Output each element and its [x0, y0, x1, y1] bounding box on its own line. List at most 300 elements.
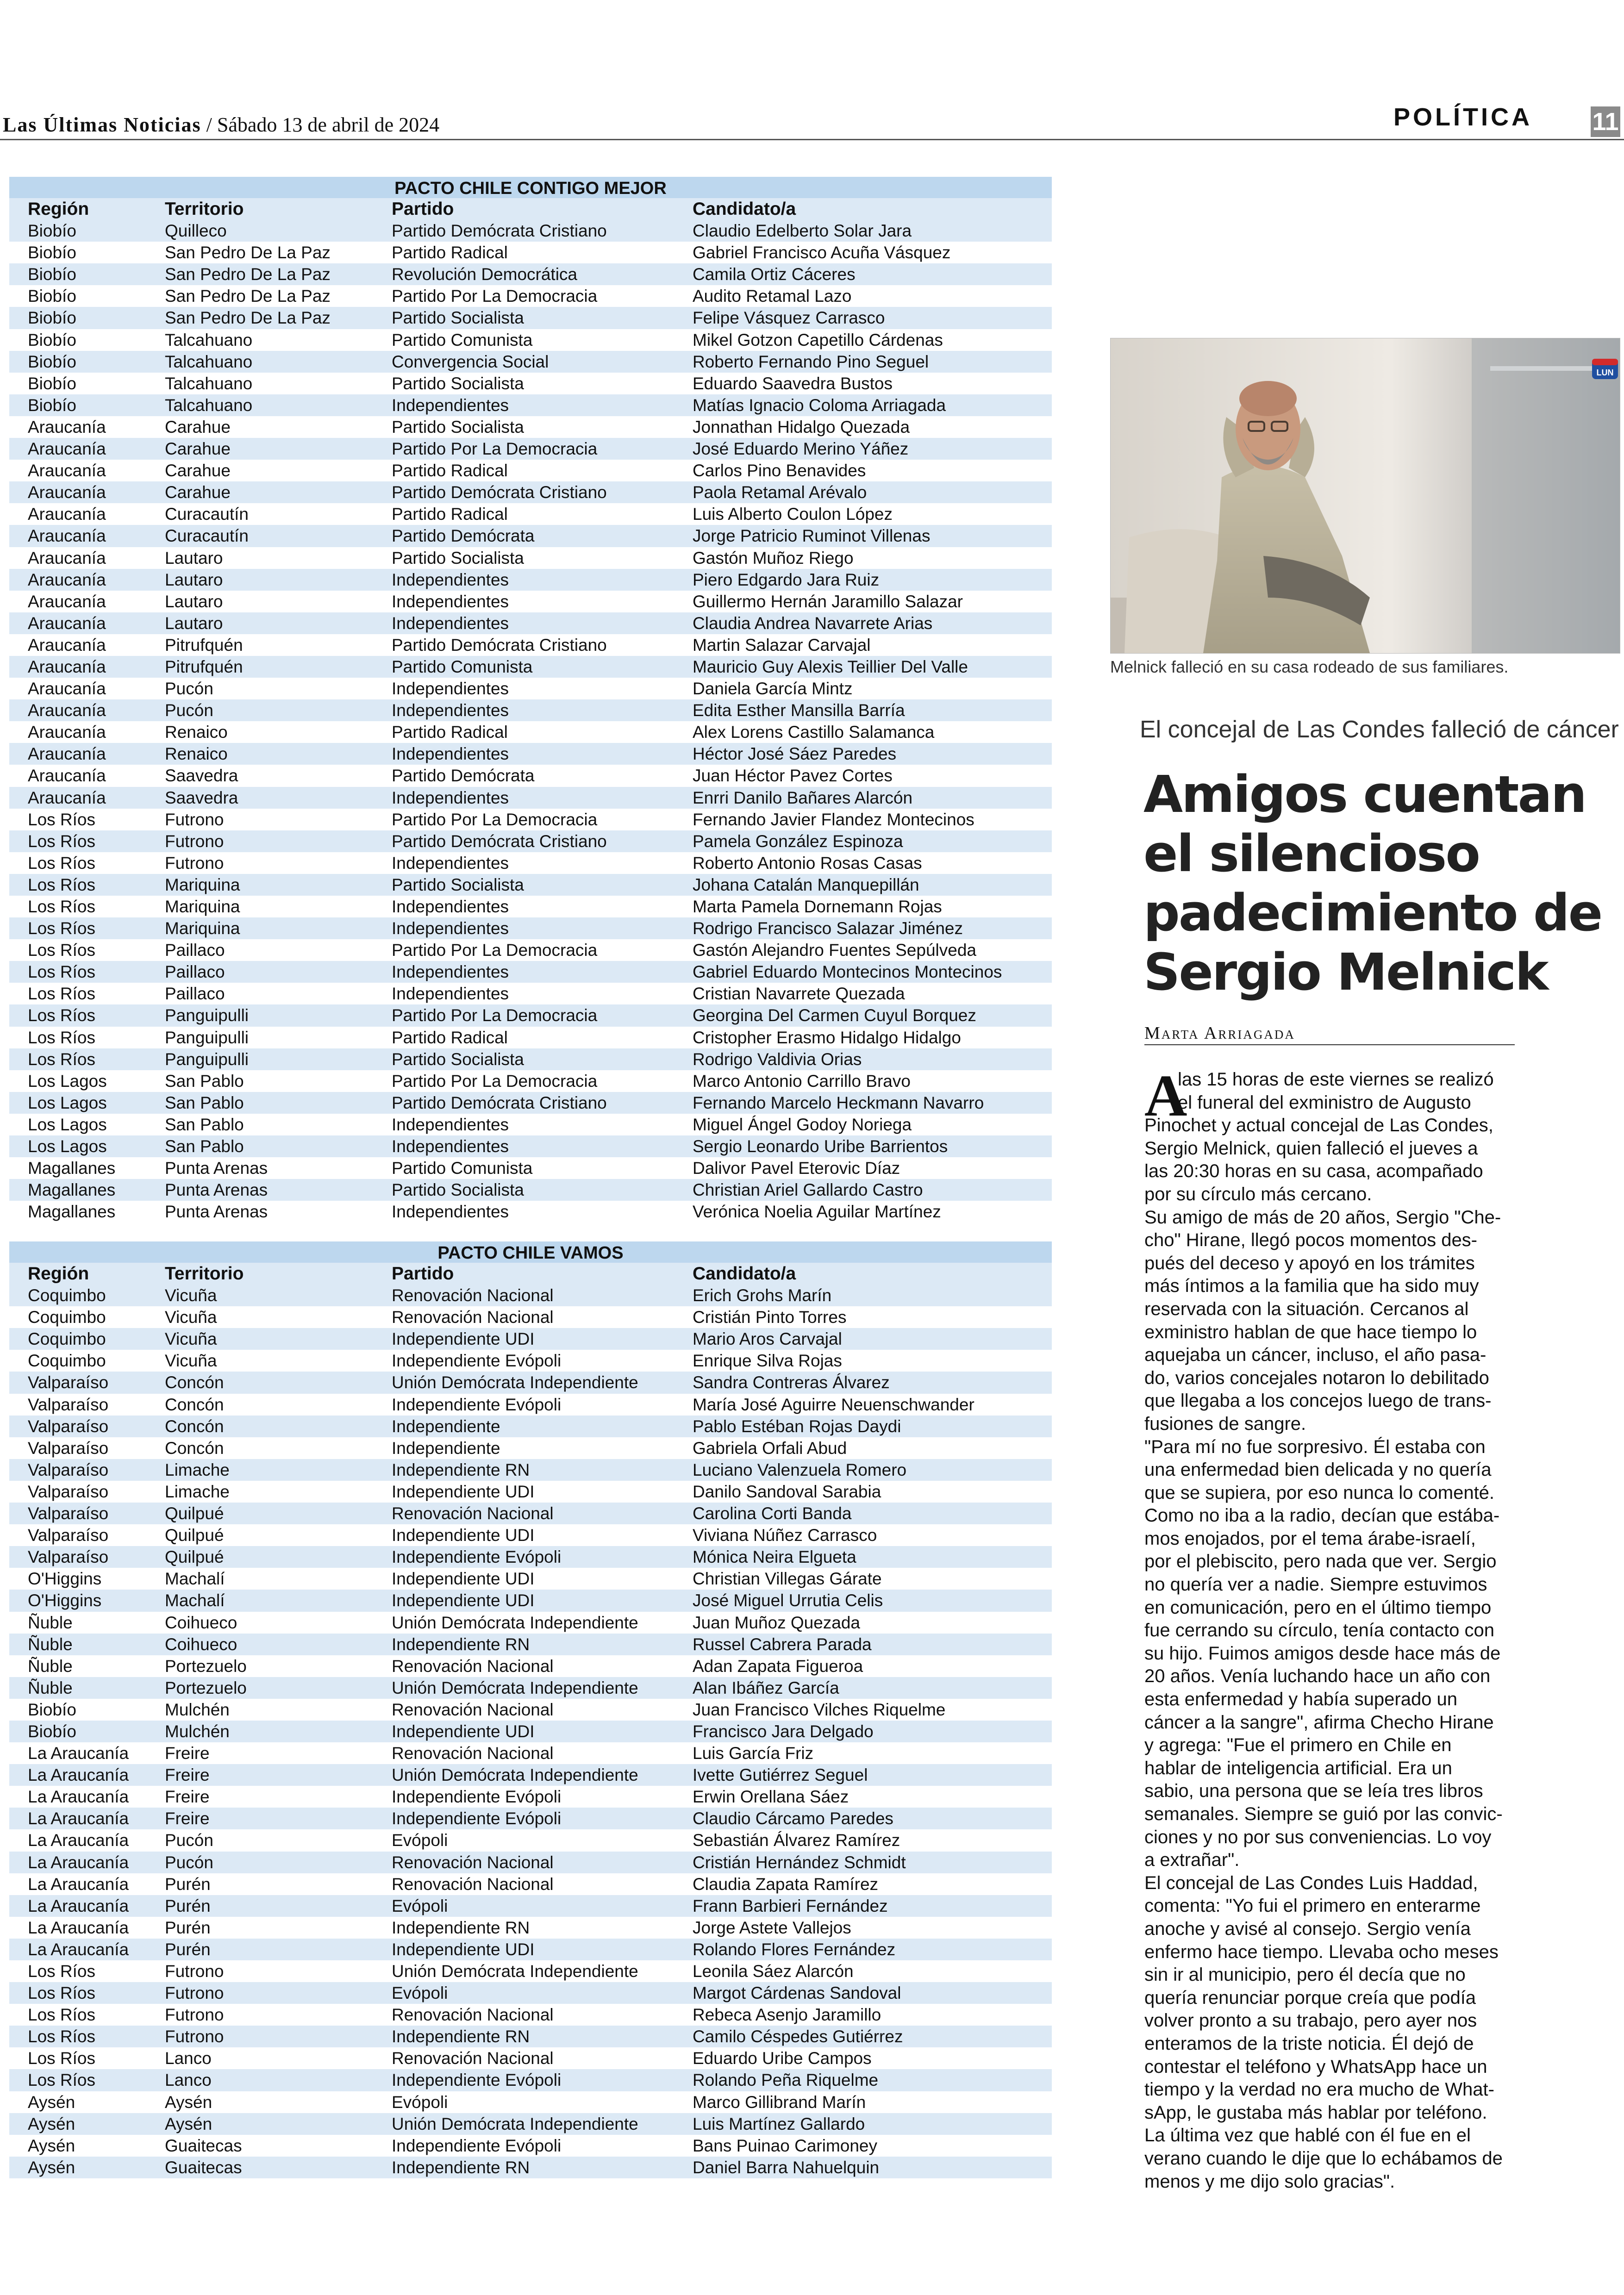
table-cell: Georgina Del Carmen Cuyul Borquez — [693, 1006, 976, 1025]
table-row — [9, 2157, 1052, 2178]
column-header: Candidato/a — [693, 1264, 796, 1284]
table-cell: Leonila Sáez Alarcón — [693, 1962, 854, 1981]
table-cell: Vicuña — [165, 1351, 217, 1371]
article-headline — [1143, 765, 1620, 1002]
table-cell: Aysén — [28, 2136, 75, 2155]
table-cell: Los Ríos — [28, 962, 96, 982]
table-cell: Erich Grohs Marín — [693, 1286, 832, 1305]
table-cell: Independientes — [392, 1137, 509, 1156]
table-row — [9, 983, 1052, 1004]
table-cell: Futrono — [165, 1962, 224, 1981]
table-cell: Partido Demócrata Cristiano — [392, 1093, 607, 1112]
table-row — [9, 1201, 1052, 1222]
table-cell: Camilo Céspedes Gutiérrez — [693, 2027, 903, 2046]
text-line: hablar de inteligencia artificial. Era un — [1144, 1758, 1452, 1778]
table-row — [9, 569, 1052, 591]
section-title: POLÍTICA — [1393, 103, 1532, 131]
table-cell: Quilpué — [165, 1504, 224, 1523]
table-row — [9, 1742, 1052, 1764]
table-row — [9, 1328, 1052, 1350]
table-cell: Partido Demócrata Cristiano — [392, 483, 607, 502]
table-cell: Freire — [165, 1787, 210, 1807]
table-pacto-chile-vamos — [9, 1241, 1052, 2178]
table-cell: Claudia Zapata Ramírez — [693, 1874, 879, 1894]
table-cell: Independiente UDI — [392, 1329, 535, 1349]
table-cell: Renovación Nacional — [392, 1286, 554, 1305]
table-cell: Ñuble — [28, 1678, 73, 1697]
table-cell: Araucanía — [28, 570, 106, 589]
table-cell: Biobío — [28, 287, 76, 306]
table-cell: Ivette Gutiérrez Seguel — [693, 1765, 868, 1785]
table-cell: Partido Radical — [392, 723, 508, 742]
table-row — [9, 1004, 1052, 1026]
table-cell: Curacautín — [165, 526, 249, 546]
table-cell: Independiente RN — [392, 1918, 530, 1937]
table-row — [9, 939, 1052, 961]
table-cell: Renaico — [165, 723, 228, 742]
text-line: y agrega: "Fue el primero en Chile en — [1144, 1735, 1452, 1756]
text-line: anoche y avisé al consejo. Sergio venía — [1144, 1918, 1471, 1939]
table-cell: Juan Francisco Vilches Riquelme — [693, 1700, 946, 1719]
table-cell: La Araucanía — [28, 1896, 129, 1915]
text-line: exministro hablan de que hace tiempo lo — [1144, 1322, 1477, 1342]
text-line: más íntimos a la familia que ha sido muy — [1144, 1276, 1479, 1297]
table-cell: Bans Puinao Carimoney — [693, 2136, 877, 2155]
table-cell: Pitrufquén — [165, 635, 243, 655]
table-cell: Aysén — [165, 2114, 212, 2133]
table-cell: Héctor José Sáez Paredes — [693, 744, 897, 764]
table-cell: Aysén — [28, 2092, 75, 2112]
table-cell: Purén — [165, 1940, 211, 1959]
table-cell: Mauricio Guy Alexis Teillier Del Valle — [693, 657, 968, 676]
text-line: quería renunciar porque creía que podía — [1144, 1987, 1476, 2008]
table-pacto-chile-contigo-mejor — [9, 177, 1052, 1222]
table-row — [9, 1027, 1052, 1048]
text-line: en comunicación, pero en el último tiempo — [1144, 1597, 1492, 1618]
table-cell: Mónica Neira Elgueta — [693, 1547, 856, 1567]
table-cell: Ñuble — [28, 1656, 73, 1676]
header-separator: / — [206, 113, 212, 136]
table-cell: Lautaro — [165, 592, 223, 611]
table-cell: Vicuña — [165, 1286, 217, 1305]
table-cell: Unión Demócrata Independiente — [392, 1962, 638, 1981]
table-cell: Partido Comunista — [392, 657, 533, 676]
table-cell: Partido Demócrata Cristiano — [392, 635, 607, 655]
table-cell: Coihueco — [165, 1634, 237, 1654]
table-cell: Pucón — [165, 701, 213, 720]
table-cell: Futrono — [165, 1983, 224, 2003]
table-cell: Los Ríos — [28, 875, 96, 894]
text-line: "Para mí no fue sorpresivo. Él estaba con — [1144, 1436, 1486, 1457]
photo-badge: LUN — [1596, 368, 1614, 377]
table-cell: Ñuble — [28, 1634, 73, 1654]
table-cell: Gabriela Orfali Abud — [693, 1438, 847, 1458]
table-row — [9, 351, 1052, 373]
table-cell: Independiente Evópoli — [392, 2136, 562, 2155]
table-cell: Partido Por La Democracia — [392, 287, 598, 306]
text-line: contestar el teléfono y WhatsApp hace un — [1144, 2056, 1487, 2077]
headline-line: Amigos cuentan — [1143, 765, 1586, 824]
table-row — [9, 743, 1052, 765]
table-cell: Claudia Andrea Navarrete Arias — [693, 613, 933, 633]
photo-illustration — [1111, 338, 1620, 653]
table-cell: Independiente Evópoli — [392, 1351, 562, 1371]
column-header: Partido — [392, 1264, 454, 1284]
table-cell: Unión Demócrata Independiente — [392, 1373, 638, 1392]
table-row — [9, 721, 1052, 743]
text-line: a extrañar". — [1144, 1850, 1240, 1871]
table-cell: Independiente — [392, 1438, 500, 1458]
table-cell: Edita Esther Mansilla Barría — [693, 701, 905, 720]
table-title: PACTO CHILE VAMOS — [9, 1241, 1052, 1263]
table-cell: Independientes — [392, 1115, 509, 1134]
table-row — [9, 1481, 1052, 1503]
table-row — [9, 874, 1052, 896]
table-cell: Independiente UDI — [392, 1569, 535, 1589]
table-cell: Partido Por La Democracia — [392, 439, 598, 459]
table-cell: Danilo Sandoval Sarabia — [693, 1482, 881, 1501]
table-cell: Renaico — [165, 744, 228, 764]
publication-header — [3, 113, 439, 137]
table-cell: Margot Cárdenas Sandoval — [693, 1983, 901, 2003]
table-cell: Biobío — [28, 374, 76, 393]
table-cell: Partido Socialista — [392, 875, 524, 894]
table-cell: Biobío — [28, 221, 76, 241]
table-cell: Partido Radical — [392, 243, 508, 262]
table-cell: San Pedro De La Paz — [165, 308, 331, 328]
table-cell: Futrono — [165, 831, 224, 851]
table-cell: Vicuña — [165, 1308, 217, 1327]
table-cell: Araucanía — [28, 635, 106, 655]
table-cell: Unión Demócrata Independiente — [392, 1765, 638, 1785]
table-cell: Rolando Peña Riquelme — [693, 2070, 879, 2090]
table-row — [9, 263, 1052, 285]
article-photo — [1110, 338, 1620, 654]
byline-rule — [1144, 1044, 1515, 1045]
table-row — [9, 1416, 1052, 1437]
table-cell: Los Ríos — [28, 1962, 96, 1981]
table-cell: San Pablo — [165, 1093, 244, 1112]
table-cell: Lautaro — [165, 548, 223, 568]
table-cell: Punta Arenas — [165, 1159, 268, 1178]
table-cell: Paillaco — [165, 962, 225, 982]
table-row — [9, 1960, 1052, 1982]
table-row — [9, 1092, 1052, 1114]
table-cell: Araucanía — [28, 679, 106, 698]
table-row — [9, 612, 1052, 634]
column-header: Partido — [392, 199, 454, 219]
table-cell: Partido Socialista — [392, 1049, 524, 1069]
table-cell: Purén — [165, 1918, 211, 1937]
table-row — [9, 416, 1052, 438]
table-cell: Aysén — [28, 2114, 75, 2133]
text-line: enteramos de la triste noticia. Él dejó de — [1144, 2033, 1474, 2054]
table-cell: Los Ríos — [28, 941, 96, 960]
table-cell: Punta Arenas — [165, 1202, 268, 1222]
table-cell: Saavedra — [165, 788, 238, 807]
table-cell: Independiente RN — [392, 2158, 530, 2177]
table-cell: Futrono — [165, 853, 224, 873]
table-cell: María José Aguirre Neuenschwander — [693, 1395, 974, 1414]
table-cell: Eduardo Saavedra Bustos — [693, 374, 893, 393]
table-cell: Jorge Astete Vallejos — [693, 1918, 851, 1937]
table-cell: Pitrufquén — [165, 657, 243, 676]
table-cell: Quilleco — [165, 221, 227, 241]
table-cell: Coquimbo — [28, 1351, 106, 1371]
table-row — [9, 1982, 1052, 2004]
table-cell: Independientes — [392, 919, 509, 938]
article-kicker: El concejal de Las Condes falleció de cáncer — [1140, 716, 1619, 743]
table-cell: San Pedro De La Paz — [165, 265, 331, 284]
table-cell: Los Ríos — [28, 853, 96, 873]
headline-line: Sergio Melnick — [1143, 942, 1548, 1002]
table-cell: Portezuelo — [165, 1678, 247, 1697]
table-cell: Los Ríos — [28, 810, 96, 829]
table-cell: José Miguel Urrutia Celis — [693, 1591, 883, 1610]
table-row — [9, 438, 1052, 460]
table-cell: Quilpué — [165, 1526, 224, 1545]
table-row — [9, 285, 1052, 307]
table-cell: Panguipulli — [165, 1049, 249, 1069]
table-cell: Partido Demócrata Cristiano — [392, 831, 607, 851]
table-cell: Independiente UDI — [392, 1482, 535, 1501]
table-cell: Miguel Ángel Godoy Noriega — [693, 1115, 912, 1134]
table-row — [9, 2047, 1052, 2069]
article-paragraph — [1144, 1872, 1515, 2193]
text-line: las 20:30 horas en su casa, acompañado — [1144, 1161, 1483, 1182]
table-cell: Partido Por La Democracia — [392, 810, 598, 829]
table-cell: Saavedra — [165, 766, 238, 786]
table-cell: Claudio Cárcamo Paredes — [693, 1809, 893, 1828]
table-cell: Araucanía — [28, 526, 106, 546]
text-line: volver pronto a su trabajo, pero ayer nos — [1144, 2010, 1477, 2031]
table-cell: Araucanía — [28, 461, 106, 480]
table-cell: La Araucanía — [28, 1744, 129, 1763]
table-cell: Juan Muñoz Quezada — [693, 1613, 861, 1632]
table-cell: Los Ríos — [28, 1983, 96, 2003]
table-row — [9, 1634, 1052, 1655]
table-row — [9, 2069, 1052, 2091]
table-cell: San Pablo — [165, 1071, 244, 1091]
article-paragraph — [1144, 1436, 1515, 1872]
table-cell: Guaitecas — [165, 2158, 242, 2177]
table-cell: Paola Retamal Arévalo — [693, 483, 867, 502]
table-cell: Valparaíso — [28, 1526, 109, 1545]
table-cell: Evópoli — [392, 2092, 448, 2112]
table-cell: Magallanes — [28, 1159, 116, 1178]
table-cell: Evópoli — [392, 1896, 448, 1915]
table-row — [9, 394, 1052, 416]
table-cell: Mariquina — [165, 919, 240, 938]
table-cell: San Pedro De La Paz — [165, 243, 331, 262]
table-cell: Araucanía — [28, 613, 106, 633]
table-cell: Partido Demócrata — [392, 526, 535, 546]
table-cell: Renovación Nacional — [392, 1874, 554, 1894]
table-cell: Talcahuano — [165, 352, 253, 371]
table-cell: Luis Martínez Gallardo — [693, 2114, 865, 2133]
table-cell: Rebeca Asenjo Jaramillo — [693, 2005, 881, 2025]
article-paragraph — [1144, 1206, 1515, 1436]
table-cell: Purén — [165, 1874, 211, 1894]
table-cell: Camila Ortiz Cáceres — [693, 265, 856, 284]
column-header: Región — [28, 199, 89, 219]
table-row — [9, 787, 1052, 809]
table-cell: Coquimbo — [28, 1286, 106, 1305]
table-cell: Partido Radical — [392, 505, 508, 524]
table-cell: Los Ríos — [28, 2070, 96, 2090]
table-cell: Araucanía — [28, 439, 106, 459]
table-cell: Panguipulli — [165, 1028, 249, 1047]
table-cell: Independiente — [392, 1416, 500, 1436]
table-row — [9, 1699, 1052, 1721]
table-cell: Coihueco — [165, 1613, 237, 1632]
table-cell: Araucanía — [28, 744, 106, 764]
table-cell: Pucón — [165, 679, 213, 698]
table-row — [9, 591, 1052, 612]
table-row — [9, 1939, 1052, 1960]
text-line: sin ir al municipio, pero él decía que no — [1144, 1964, 1466, 1985]
table-cell: Carolina Corti Banda — [693, 1504, 852, 1523]
table-row — [9, 1306, 1052, 1328]
table-cell: Renovación Nacional — [392, 1852, 554, 1872]
table-cell: Portezuelo — [165, 1656, 247, 1676]
table-cell: Partido Demócrata Cristiano — [392, 221, 607, 241]
text-line: su hijo. Fuimos amigos desde hace más de — [1144, 1643, 1501, 1664]
table-cell: Matías Ignacio Coloma Arriagada — [693, 395, 946, 415]
table-cell: Biobío — [28, 243, 76, 262]
table-cell: Partido Socialista — [392, 1180, 524, 1200]
table-cell: Freire — [165, 1765, 210, 1785]
table-cell: Lanco — [165, 2049, 212, 2068]
table-row — [9, 961, 1052, 983]
column-header: Territorio — [165, 1264, 244, 1284]
table-cell: Roberto Fernando Pino Seguel — [693, 352, 929, 371]
text-line: Pinochet y actual concejal de Las Condes, — [1144, 1115, 1493, 1136]
table-cell: Fernando Marcelo Heckmann Navarro — [693, 1093, 984, 1112]
table-cell: Enrique Silva Rojas — [693, 1351, 842, 1371]
table-cell: Erwin Orellana Sáez — [693, 1787, 849, 1807]
table-cell: Claudio Edelberto Solar Jara — [693, 221, 912, 241]
table-row — [9, 307, 1052, 329]
table-cell: Independientes — [392, 788, 509, 807]
table-cell: Unión Demócrata Independiente — [392, 2114, 638, 2133]
table-cell: Revolución Democrática — [392, 265, 578, 284]
table-cell: San Pablo — [165, 1115, 244, 1134]
table-cell: Luis Alberto Coulon López — [693, 505, 893, 524]
table-cell: Punta Arenas — [165, 1180, 268, 1200]
table-cell: Partido Socialista — [392, 417, 524, 437]
table-cell: Jorge Patricio Ruminot Villenas — [693, 526, 931, 546]
table-cell: Independiente UDI — [392, 1591, 535, 1610]
table-cell: Evópoli — [392, 1983, 448, 2003]
table-cell: Guillermo Hernán Jaramillo Salazar — [693, 592, 963, 611]
table-cell: San Pedro De La Paz — [165, 287, 331, 306]
table-cell: Concón — [165, 1373, 224, 1392]
table-cell: Renovación Nacional — [392, 1744, 554, 1763]
table-cell: Verónica Noelia Aguilar Martínez — [693, 1202, 941, 1222]
table-cell: Los Ríos — [28, 1006, 96, 1025]
table-cell: La Araucanía — [28, 1852, 129, 1872]
article-body — [1144, 1063, 1515, 2193]
table-cell: La Araucanía — [28, 1918, 129, 1937]
table-cell: Sergio Leonardo Uribe Barrientos — [693, 1137, 948, 1156]
table-cell: Independientes — [392, 984, 509, 1004]
table-cell: Carlos Pino Benavides — [693, 461, 866, 480]
table-row — [9, 634, 1052, 656]
table-cell: Biobío — [28, 395, 76, 415]
table-cell: Concón — [165, 1416, 224, 1436]
table-cell: Gabriel Francisco Acuña Vásquez — [693, 243, 951, 262]
table-cell: Partido Comunista — [392, 330, 533, 349]
table-cell: Renovación Nacional — [392, 1700, 554, 1719]
table-cell: Los Ríos — [28, 984, 96, 1004]
header-rule — [0, 139, 1624, 140]
table-cell: Luis García Friz — [693, 1744, 814, 1763]
table-row — [9, 373, 1052, 394]
table-cell: Futrono — [165, 810, 224, 829]
text-line: por su círculo más cercano. — [1144, 1184, 1372, 1204]
table-row — [9, 329, 1052, 351]
table-cell: La Araucanía — [28, 1765, 129, 1785]
table-cell: Valparaíso — [28, 1504, 109, 1523]
table-cell: Independientes — [392, 853, 509, 873]
table-row — [9, 765, 1052, 786]
publication-date: Sábado 13 de abril de 2024 — [217, 113, 440, 136]
table-cell: Biobío — [28, 1721, 76, 1741]
text-line: El concejal de Las Condes Luis Haddad, — [1144, 1872, 1478, 1893]
table-cell: Biobío — [28, 308, 76, 328]
table-cell: Independientes — [392, 679, 509, 698]
table-row — [9, 1350, 1052, 1372]
table-row — [9, 2113, 1052, 2135]
table-cell: La Araucanía — [28, 1831, 129, 1850]
text-line: mos enojados, por el tema árabe-israelí, — [1144, 1528, 1476, 1549]
table-cell: Los Ríos — [28, 919, 96, 938]
table-cell: Carahue — [165, 461, 231, 480]
text-line: fusiones de sangre. — [1144, 1413, 1306, 1434]
text-line: aquejaba un cáncer, incluso, el año pasa- — [1144, 1345, 1487, 1366]
text-line: una enfermedad bien delicada y no quería — [1144, 1459, 1492, 1480]
table-cell: Cristian Navarrete Quezada — [693, 984, 905, 1004]
table-row — [9, 242, 1052, 263]
table-cell: Renovación Nacional — [392, 2049, 554, 2068]
table-row — [9, 699, 1052, 721]
table-cell: Renovación Nacional — [392, 2005, 554, 2025]
column-header: Región — [28, 1264, 89, 1284]
table-cell: Mario Aros Carvajal — [693, 1329, 842, 1349]
text-line: fue cerrando su círculo, tenía contacto con — [1144, 1620, 1494, 1641]
table-cell: Frann Barbieri Fernández — [693, 1896, 888, 1915]
table-cell: Coquimbo — [28, 1308, 106, 1327]
table-cell: O'Higgins — [28, 1569, 102, 1589]
table-cell: Independiente Evópoli — [392, 1809, 562, 1828]
table-cell: Partido Por La Democracia — [392, 1071, 598, 1091]
table-row — [9, 1546, 1052, 1568]
table-cell: Valparaíso — [28, 1373, 109, 1392]
article-byline: Marta Arriagada — [1144, 1023, 1295, 1043]
table-cell: Marta Pamela Dornemann Rojas — [693, 897, 942, 916]
text-line: que llegaba a los concejos luego de trans- — [1144, 1391, 1492, 1411]
table-cell: Paillaco — [165, 984, 225, 1004]
table-cell: Independiente RN — [392, 1634, 530, 1654]
table-cell: Partido Socialista — [392, 308, 524, 328]
table-cell: Mulchén — [165, 1721, 230, 1741]
table-cell: Araucanía — [28, 766, 106, 786]
table-cell: Araucanía — [28, 505, 106, 524]
table-cell: Independientes — [392, 592, 509, 611]
table-row — [9, 1048, 1052, 1070]
text-line: comenta: "Yo fui el primero en enterarme — [1144, 1896, 1481, 1916]
